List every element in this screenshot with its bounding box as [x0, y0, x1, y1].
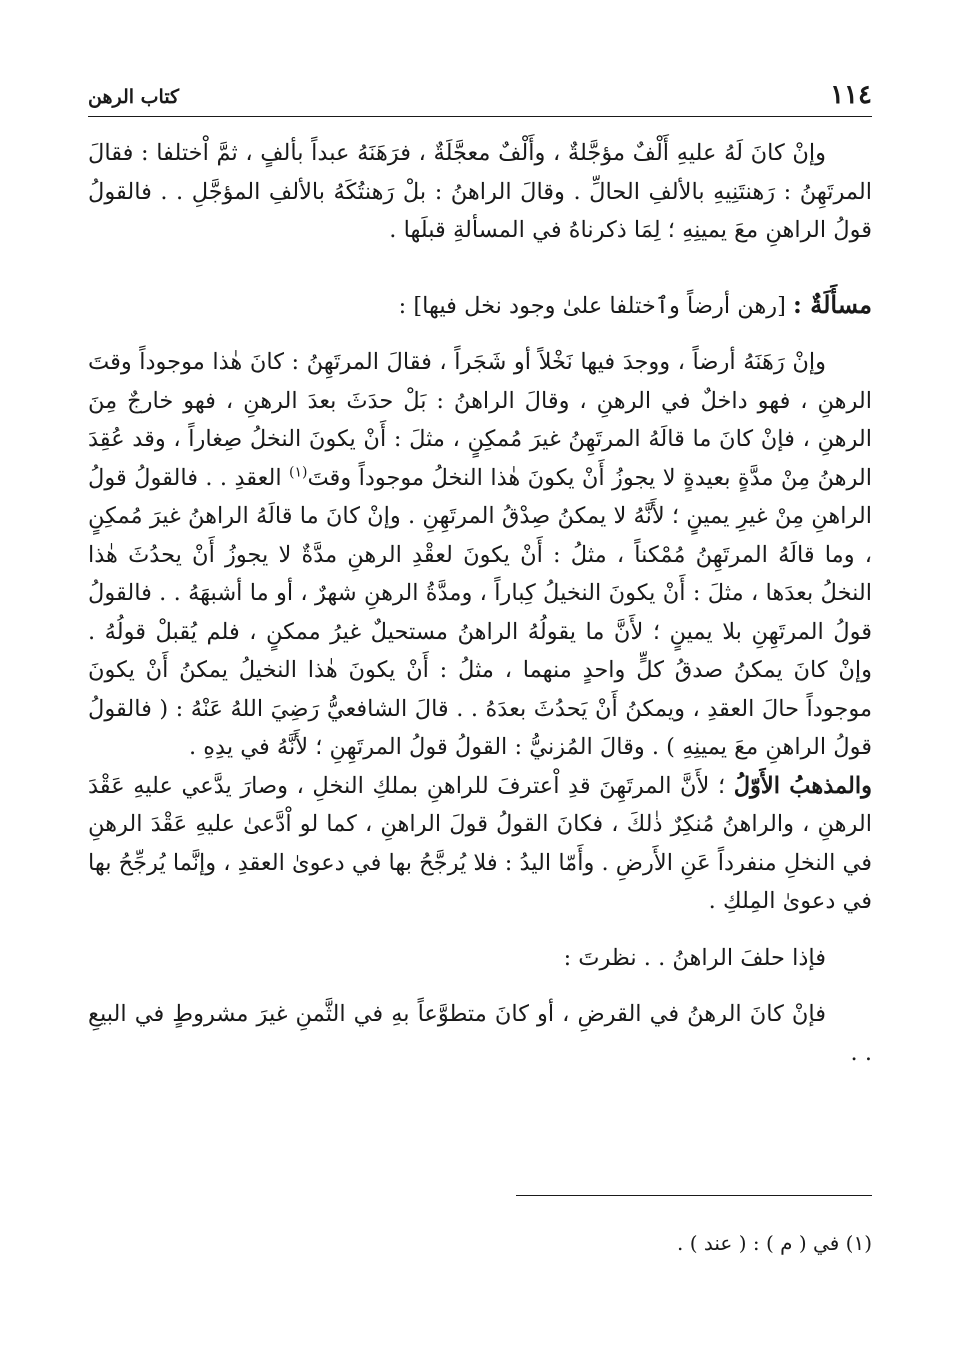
running-title: كتاب الرهن [88, 86, 180, 108]
paragraph-3 [88, 767, 872, 921]
paragraph-5: فإنْ كانَ الرهنُ في القرضِ ، أو كانَ متطوَّعاً بهِ في الثَّمنِ غيرَ مشروطٍ في البيعِ . . [88, 1001, 872, 1066]
spacer [88, 977, 872, 995]
spacer [88, 250, 872, 286]
spacer [88, 325, 872, 343]
footnote-divider [516, 1195, 872, 1196]
footnote [677, 1231, 872, 1255]
page-header [88, 76, 872, 117]
paragraph-2 [88, 343, 872, 767]
paragraph-2-part1: وإنْ رَهَنَهُ أرضاً ، ووجدَ فيها نَخْلاً أو شَجَراً ، فقالَ المرتَهِنُ : كانَ هٰذا موجوداً وقتَ الرهنِ ، فهو داخلٌ في الرهنِ ، وقالَ الراهنُ : بَلْ حدَثَ بعدَ الرهنِ ، فهو خارجٌ مِنَ الرهنِ ، فإنْ كانَ ما قالَهُ المرتَهِنُ غيرَ مُمكِنٍ ، مثلَ : أَنْ يكونَ النخلُ صِغاراً ، وقد عُقِدَ الرهنُ مِنْ مدَّةٍ بعيدةٍ لا يجوزُ أَنْ يكونَ هٰذا النخلُ موجوداً وقتَ [88, 349, 872, 491]
masala-title: [رهن أرضاً وٱختلفا علىٰ وجود نخل فيها] : [398, 292, 786, 319]
paragraph-2-part2: العقدِ . . فالقولُ قولُ الراهنِ مِنْ غيرِ يمينٍ ؛ لأَنَّهُ لا يمكنُ صِدْقُ المرتَهِنِ . وإنْ كانَ ما قالَهُ الراهنُ غيرَ مُمكِنٍ ، وما قالَهُ المرتَهِنُ مُمْكناً ، مثلُ : أَنْ يكونَ لعقْدِ الرهنِ مدَّةٌ لا يجوزُ أَنْ يحدُثَ هٰذا النخلُ بعدَها ، مثلَ : أَنْ يكونَ النخيلُ كِباراً ، ومدَّةُ الرهنِ شهرٌ ، أو ما أشبهَهُ . . فالقولُ قولُ المرتَهِنِ بلا يمينٍ ؛ لأَنَّ ما يقولُهُ الراهنُ مستحيلٌ غيرُ ممكنٍ ، فلم يُقبلْ قولُهُ . وإنْ كانَ يمكنُ صدقُ كلٍّ واحدٍ منهما ، مثلُ : أَنْ يكونَ هٰذا النخيلُ يمكنُ أَنْ يكونَ موجوداً حالَ العقدِ ، ويمكنُ أَنْ يَحدُثَ بعدَهُ . . قالَ الشافعيُّ رَضِيَ اللهُ عَنْهُ : ( فالقولُ قولُ الراهنِ معَ يمينِهِ ) . وقالَ المُزنيُّ : القولُ قولُ المرتَهِنِ ؛ لأَنَّهُ في يدِهِ . [88, 464, 872, 760]
page-number: ١١٤ [830, 80, 872, 110]
spacer [88, 921, 872, 939]
paragraph-1: وإنْ كانَ لَهُ عليهِ أَلْفٌ مؤجَّلةٌ ، وأَلْفٌ معجَّلَةٌ ، فرَهَنَهُ عبداً بألفٍ ، ثمَّ اْختلفا : فقالَ المرتَهِنُ : رَهنتَنِيهِ بالألفِ الحالِّ . وقالَ الراهنُ : بلْ رَهنتُكَهُ بالألفِ المؤجَّلِ . . فالقولُ قولُ الراهنِ معَ يمينِهِ ؛ لِمَا ذكرناهُ في المسألةِ قبلَها . [88, 140, 872, 243]
paragraph-4: فإذا حلفَ الراهنُ . . نظرتَ : [563, 944, 826, 971]
masala-heading [88, 286, 872, 326]
footnote-number: (١) [845, 1231, 872, 1255]
madhhab-label: والمذهبُ الأَوّلُ [733, 772, 872, 799]
footnote-text: في ( م ) : ( عند ) . [677, 1231, 846, 1255]
main-text [88, 134, 872, 1072]
paragraph-3-text: ؛ لأَنَّ المرتَهِنَ قدِ اْعترفَ للراهنِ بملكِ النخلِ ، وصارَ يدَّعي عليهِ عَقْدَ الرهنِ ، والراهنُ مُنكِرٌ ذٰلكَ ، فكانَ القولُ قولَ الراهنِ ، كما لو اْدَّعىٰ عليهِ عَقْدَ الرهنِ في النخلِ منفرداً عَنِ الأَرضِ . وأَمّا اليدُ : فلا يُرجَّحُ بها في دعوىٰ العقدِ ، وإنَّما يُرجِّحُ بها في دعوىٰ المِلكِ . [87, 772, 872, 914]
footnote-reference: (١) [289, 464, 308, 480]
book-page [88, 76, 872, 1336]
masala-label: مسأَلَةٌ : [793, 289, 872, 319]
